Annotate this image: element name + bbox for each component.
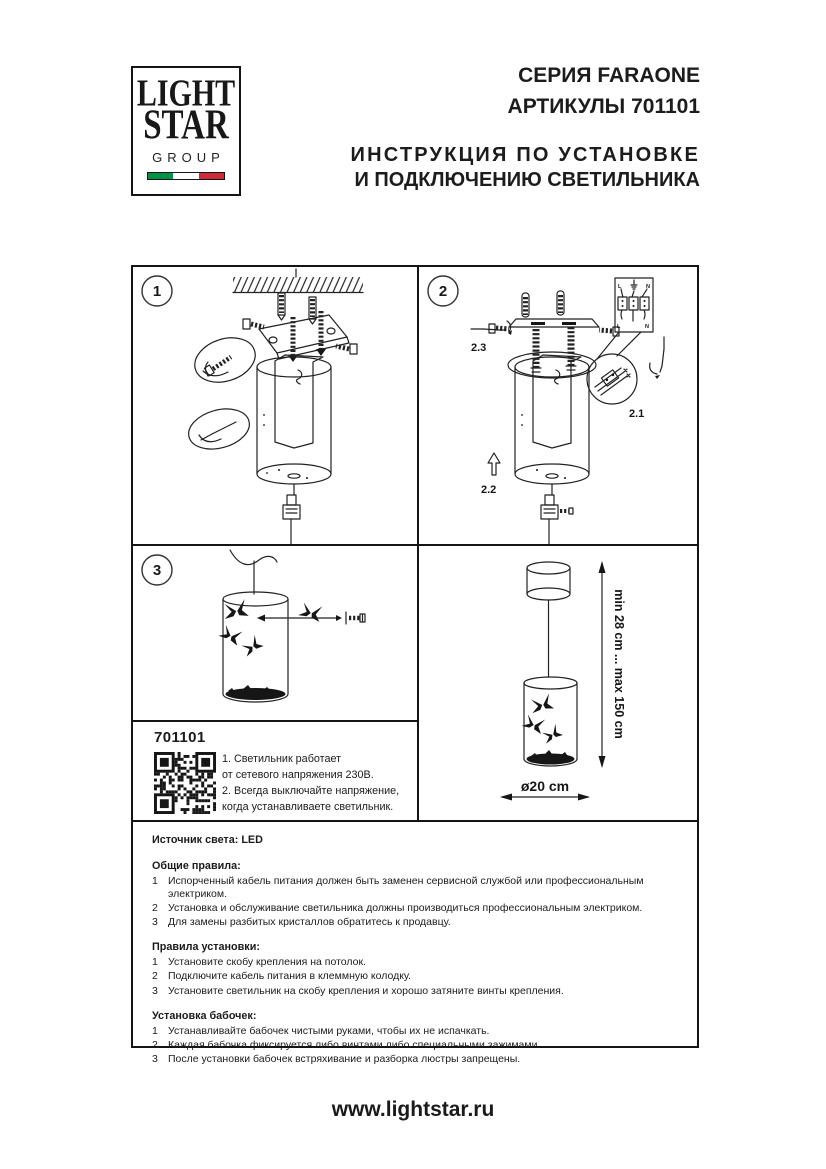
anchor-screw [278,293,285,320]
specifications [133,822,697,1066]
article-info-cell [133,722,417,820]
pendant-cable [230,550,277,594]
lift-arrow [488,453,500,475]
ceiling [233,269,363,293]
rule-text: Устанавливайте бабочек чистыми руками, чтобы их не испачкать. [168,1025,490,1038]
mounting-bracket [243,311,357,362]
lamp-body [257,355,331,484]
rule-number: 2 [152,901,158,914]
rule-item [152,902,683,915]
article-number: 701101 [154,729,206,746]
side-screw-icon [489,324,509,333]
side-screw-icon [243,319,264,329]
rule-item [152,956,683,969]
height-range-label: min 28 cm ... max 150 cm [612,589,626,739]
instruction-line-2: И ПОДКЛЮЧЕНИЮ СВЕТИЛЬНИКА [354,169,700,191]
rule-item [152,970,683,983]
lamp-body [508,352,596,484]
rule-item [152,985,683,998]
qr-code [154,752,216,814]
rule-item [152,1039,683,1052]
instruction-line-1: ИНСТРУКЦИЯ ПО УСТАНОВКЕ [350,144,700,166]
side-screw-icon [336,344,357,354]
ceiling-canopy [527,562,570,600]
terminal-n-label-bottom: N [645,324,649,330]
rule-text: После установки бабочек встряхивание и разборка люстры запрещены. [168,1053,521,1066]
terminal-n-label: N [646,284,650,290]
logo-word-star: STAR [143,103,229,150]
butterfly-screw-icon [346,612,365,624]
safety-note-line: 2. Всегда выключайте напряжение, [222,785,400,797]
flag-red [199,173,224,179]
general-rules-section [152,860,683,928]
flag-white [173,173,198,179]
rule-number: 3 [152,915,158,928]
anchor-screw [309,297,316,324]
label-2-1: 2.1 [629,408,645,420]
diameter-label: ø20 cm [520,778,570,794]
earth-symbol [631,280,637,289]
anchor-screw [557,291,564,315]
step-3-diagram [133,546,417,720]
rule-item [152,916,683,929]
anchor-screw [522,293,529,317]
label-2-3: 2.3 [471,342,487,354]
website-url: www.lightstar.ru [331,1098,495,1121]
step-number-badge [142,555,172,585]
screwdriver-icon [650,337,664,379]
step-number-badge [142,276,172,306]
rule-item [152,1025,683,1038]
rule-number: 2 [152,1039,158,1052]
safety-note-line: когда устанавливаете светильник. [222,801,394,813]
terminal-l-label-bottom: L [617,324,621,330]
rule-number: 1 [152,956,158,969]
rule-number: 2 [152,970,158,983]
hand-with-anchor-callout [189,330,261,389]
rule-number: 1 [152,875,158,887]
butterfly-installation-section [152,1010,683,1066]
step-2-diagram [419,267,697,544]
section-title: Установка бабочек: [152,1010,257,1023]
instruction-title [260,143,700,193]
installation-rules-section [152,941,683,997]
terminal-l-label: L [618,284,622,290]
safety-note-line: 1. Светильник работает [222,753,342,765]
dimensions-diagram [419,546,697,820]
rule-text: Для замены разбитых кристаллов обратитесь к продавцу. [168,915,451,928]
butterfly-icon [521,713,546,734]
rule-number: 3 [152,1053,158,1066]
power-connector [541,484,573,544]
rule-text: Испорченный кабель питания должен быть заменен сервисной службой или профессиональным электриком. [168,875,644,900]
step-3-number: 3 [152,562,162,579]
diameter-dimension-line [500,778,590,801]
rule-item [152,1053,683,1066]
rule-number: 3 [152,984,158,997]
hand-with-screwdriver-callout [184,403,254,456]
safety-notes [222,751,407,815]
logo-word-light: LIGHT [136,72,236,115]
butterfly-icon [298,601,323,622]
power-connector [283,484,300,544]
italian-flag-bar [147,172,225,180]
lamp-shade [524,677,577,766]
label-2-2: 2.2 [481,484,497,496]
step-1-number: 1 [152,283,162,300]
butterfly-icon [239,634,264,657]
rule-text: Установите скобу крепления на потолок. [168,956,366,969]
butterfly-mounting-arrow [257,615,342,622]
diagram-grid [131,265,699,1066]
butterfly-icon [529,693,554,714]
step-1-diagram [133,267,417,544]
lightstar-logo [131,66,241,196]
section-title: Общие правила: [152,860,241,872]
butterfly-icon [540,723,563,744]
rule-text: Установите светильник на скобу крепления и хорошо затяните винты крепления. [168,984,564,997]
section-title: Правила установки: [152,941,260,954]
flag-green [148,173,173,179]
height-dimension-line [599,561,627,768]
logo-word-group: GROUP [152,150,225,166]
rule-item [152,875,683,900]
article-title: АРТИКУЛЫ 701101 [507,95,700,118]
safety-note-line: от сетевого напряжения 230В. [222,769,374,781]
terminal-block-diagram [615,278,653,332]
rule-text: Установка и обслуживание светильника должны производиться профессиональным электриком. [168,901,643,914]
light-source: Источник света: LED [152,834,263,846]
rule-text: Каждая бабочка фиксируется либо винтами либо специальными зажимами. [168,1039,541,1052]
butterfly-icon [218,623,243,645]
series-title: СЕРИЯ FARAONE [518,64,700,87]
header [260,60,700,193]
step-2-number: 2 [438,283,448,300]
rule-text: Подключите кабель питания в клеммную колодку. [168,970,412,983]
rule-number: 1 [152,1025,158,1038]
step-number-badge [428,276,458,306]
